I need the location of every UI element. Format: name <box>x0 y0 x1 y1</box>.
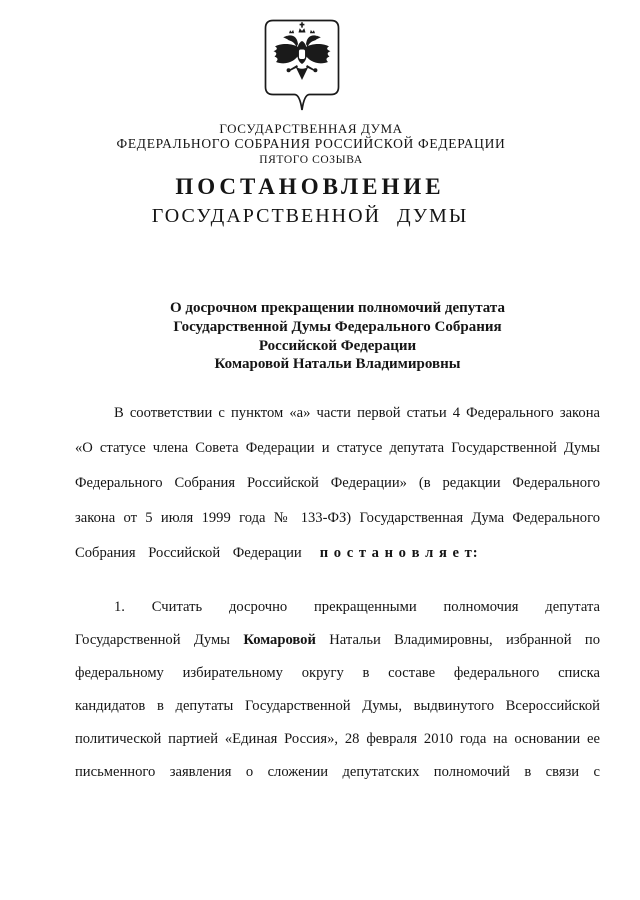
body-text-line <box>75 501 600 536</box>
body-text-line <box>75 431 600 466</box>
document-title-line: Российской Федерации <box>258 337 417 354</box>
body-text: политической партией «Единая Россия», 28 февраля 2010 года на основании ее <box>75 731 600 747</box>
paragraph-preamble <box>75 396 600 571</box>
body-text: письменного заявления о сложении депутатских полномочий в связи с <box>75 764 600 780</box>
body-text-line <box>75 396 600 431</box>
document-title <box>75 299 600 374</box>
body-text: Государственной Думы <box>75 632 244 648</box>
emphasized-text: п о с т а н о в л я е т: <box>319 545 479 561</box>
body-text-line <box>75 466 600 501</box>
coat-of-arms-emblem <box>264 19 340 115</box>
body-text-line <box>75 657 600 690</box>
body-text-line <box>75 690 600 723</box>
org-header-block <box>0 121 622 167</box>
document-issuer-heading: ГОСУДАРСТВЕННОЙ ДУМЫ <box>151 205 469 227</box>
double-headed-eagle-icon <box>264 19 340 115</box>
document-title-line: Комаровой Натальи Владимировны <box>214 356 461 373</box>
org-name-line1: ГОСУДАРСТВЕННАЯ ДУМА <box>219 121 403 136</box>
body-text: федеральному избирательному округу в составе федерального списка <box>75 665 600 681</box>
body-text: Федерального Собрания Российской Федерации» (в редакции Федерального <box>75 475 600 491</box>
document-type-heading: ПОСТАНОВЛЕНИЕ <box>175 174 445 199</box>
org-convocation-line: ПЯТОГО СОЗЫВА <box>259 154 363 166</box>
body-text-line <box>75 624 600 657</box>
body-text: «О статусе члена Совета Федерации и статусе депутата Государственной Думы <box>75 440 600 456</box>
body-text: кандидатов в депутаты Государственной Думы, выдвинутого Всероссийской <box>75 698 600 714</box>
body-text: Натальи Владимировны, избранной по <box>315 632 600 648</box>
org-name-line2: ФЕДЕРАЛЬНОГО СОБРАНИЯ РОССИЙСКОЙ ФЕДЕРАЦИИ <box>116 136 506 151</box>
body-text: Собрания Российской Федерации <box>75 545 302 561</box>
paragraph-item-1 <box>75 591 600 789</box>
body-text-line <box>75 723 600 756</box>
body-text: закона от 5 июля 1999 года № 133-ФЗ) Государственная Дума Федерального <box>75 510 600 526</box>
document-title-line: О досрочном прекращении полномочий депутата <box>170 300 505 316</box>
body-text: В соответствии с пунктом «а» части первой статьи 4 Федерального закона <box>114 405 600 421</box>
body-text: 1. Считать досрочно прекращенными полномочия депутата <box>114 599 600 615</box>
body-text-line <box>75 591 600 624</box>
document-title-line: Государственной Думы Федерального Собрания <box>173 318 502 335</box>
emphasized-text: Комаровой <box>243 632 316 648</box>
body-text-line <box>75 756 600 789</box>
body-text-line <box>75 536 600 571</box>
